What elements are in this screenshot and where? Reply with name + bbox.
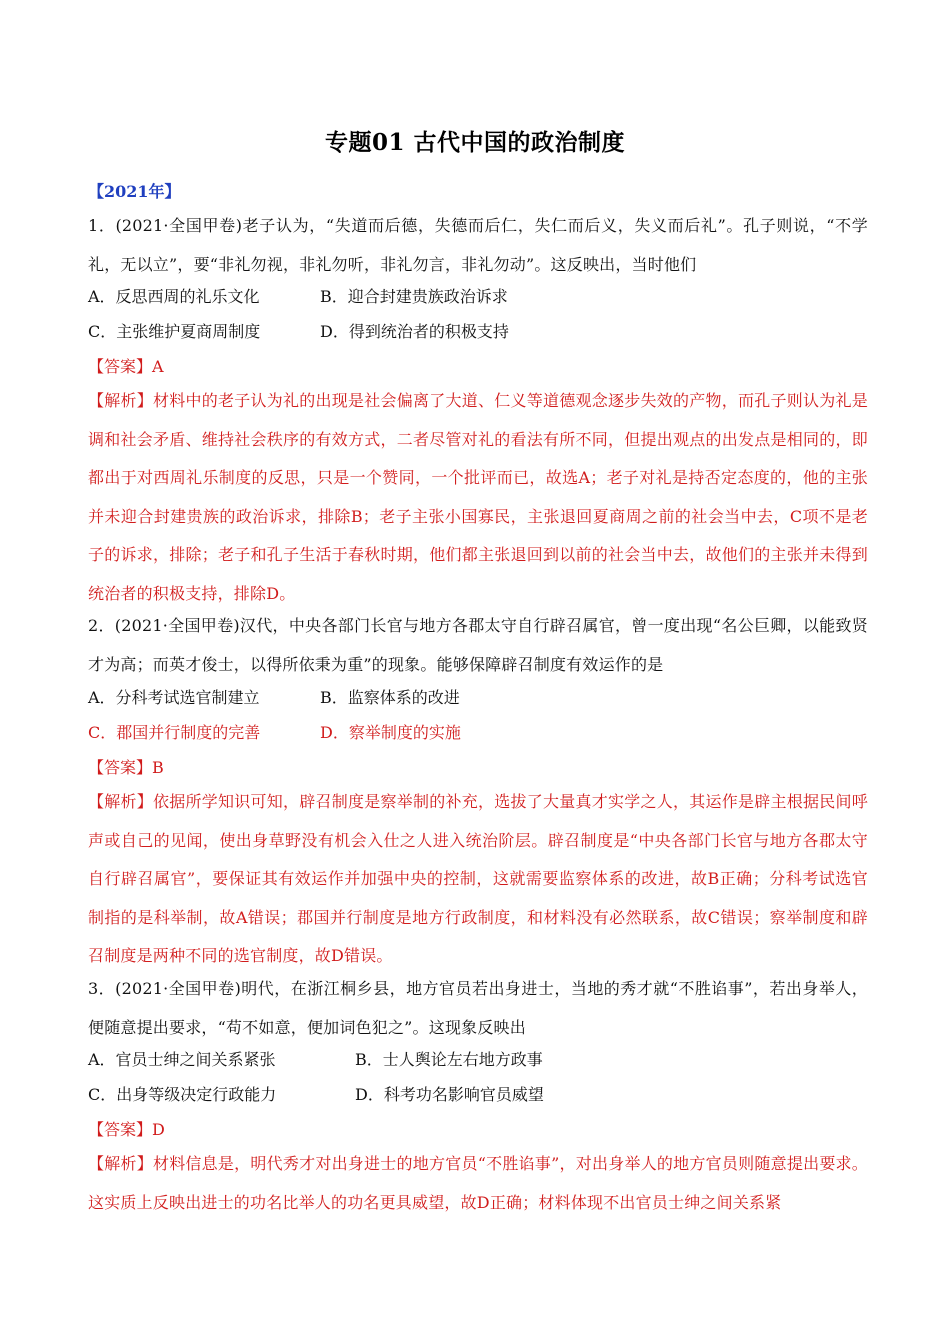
q2-option-a: A．分科考试选官制建立	[88, 688, 260, 707]
question-3-stem: 3．(2021·全国甲卷)明代，在浙江桐乡县，地方官员若出身进士，当地的秀才就“不胜谄事”，若出身举人，便随意提出要求，“苟不如意，便加词色犯之”。这现象反映出	[88, 979, 868, 1037]
q3-option-a: A．官员士绅之间关系紧张	[88, 1050, 276, 1069]
q1-option-c: C．主张维护夏商周制度	[88, 322, 261, 341]
q2-analysis: 【解析】依据所学知识可知，辟召制度是察举制的补充，选拔了大量真才实学之人，其运作是辟主根据民间呼声或自己的见闻，使出身草野没有机会入仕之人进入统治阶层。辟召制度是“中央各部门长官与地方各郡太守自行辟召属官”，要保证其有效运作并加强中央的控制，这就需要监察体系的改进，故B正确；分科考试选官制指的是科举制，故A错误；郡国并行制度是地方行政制度，和材料没有必然联系，故C错误；察举制度和辟召制度是两种不同的选官制度，故D错误。	[88, 792, 868, 965]
page-title: 专题01 古代中国的政治制度	[324, 129, 625, 156]
question-1-stem: 1．(2021·全国甲卷)老子认为，“失道而后德，失德而后仁，失仁而后义，失义而后礼”。孔子则说，“不学礼，无以立”，要“非礼勿视，非礼勿听，非礼勿言，非礼勿动”。这反映出，当时他们	[88, 216, 868, 274]
q3-answer: 【答案】D	[88, 1120, 165, 1139]
q3-option-b: B．士人舆论左右地方政事	[355, 1050, 543, 1069]
q3-analysis: 【解析】材料信息是，明代秀才对出身进士的地方官员“不胜谄事”，对出身举人的地方官员则随意提出要求。这实质上反映出进士的功名比举人的功名更具威望，故D正确；材料体现不出官员士绅之间关系紧	[88, 1154, 868, 1212]
q1-option-d: D．得到统治者的积极支持	[320, 322, 509, 341]
q1-analysis: 【解析】材料中的老子认为礼的出现是社会偏离了大道、仁义等道德观念逐步失效的产物，而孔子则认为礼是调和社会矛盾、维持社会秩序的有效方式，二者尽管对礼的看法有所不同，但提出观点的出发点是相同的，即都出于对西周礼乐制度的反思，只是一个赞同，一个批评而已，故选A；老子对礼是持否定态度的，他的主张并未迎合封建贵族的政治诉求，排除B；老子主张小国寡民，主张退回夏商周之前的社会当中去，C项不是老子的诉求，排除；老子和孔子生活于春秋时期，他们都主张退回到以前的社会当中去，故他们的主张并未得到统治者的积极支持，排除D。	[88, 391, 868, 603]
q1-answer: 【答案】A	[88, 357, 164, 376]
q2-option-c: C．郡国并行制度的完善	[88, 723, 261, 742]
q2-answer: 【答案】B	[88, 758, 164, 777]
q1-option-b: B．迎合封建贵族政治诉求	[320, 287, 508, 306]
q2-option-d: D．察举制度的实施	[320, 723, 461, 742]
q3-option-c: C．出身等级决定行政能力	[88, 1085, 277, 1104]
q1-option-a: A．反思西周的礼乐文化	[88, 287, 260, 306]
question-2-stem: 2．(2021·全国甲卷)汉代，中央各部门长官与地方各郡太守自行辟召属官，曾一度出现“名公巨卿，以能致贤才为高；而英才俊士，以得所依秉为重”的现象。能够保障辟召制度有效运作的是	[88, 616, 868, 674]
q3-option-d: D．科考功名影响官员威望	[355, 1085, 544, 1104]
q2-option-b: B．监察体系的改进	[320, 688, 460, 707]
year-tag: 【2021年】	[88, 182, 181, 201]
